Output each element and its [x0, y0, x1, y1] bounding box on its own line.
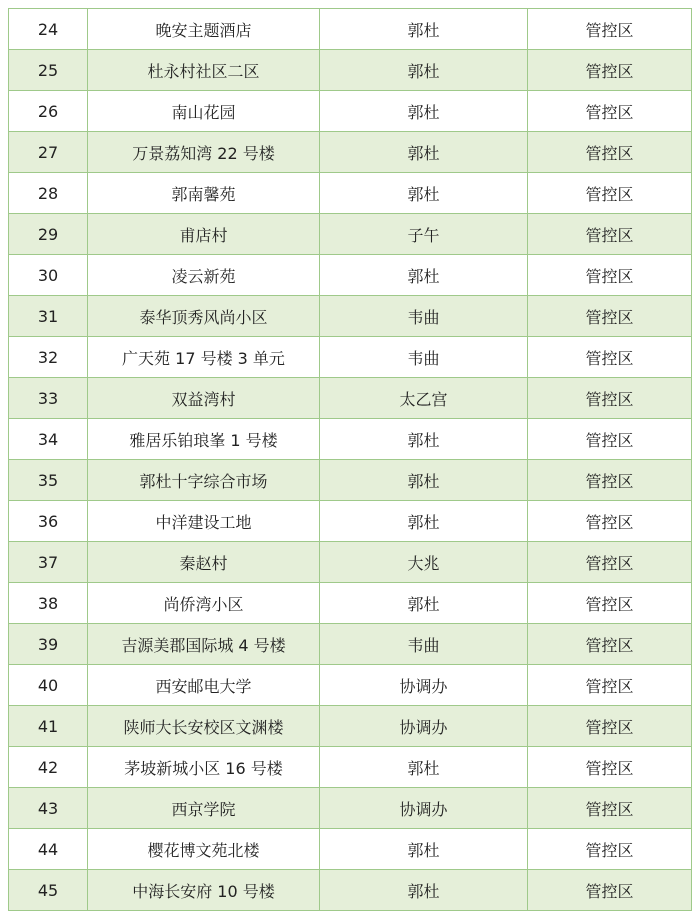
town-cell: 郭杜 [320, 747, 528, 788]
row-number-cell: 35 [9, 460, 88, 501]
town-cell: 协调办 [320, 706, 528, 747]
location-name-cell: 万景荔知湾 22 号楼 [88, 132, 320, 173]
table-row [9, 132, 692, 173]
status-cell: 管控区 [528, 542, 692, 583]
town-cell: 协调办 [320, 665, 528, 706]
town-cell: 郭杜 [320, 583, 528, 624]
table-row [9, 542, 692, 583]
status-cell: 管控区 [528, 460, 692, 501]
table-row [9, 747, 692, 788]
row-number-cell: 40 [9, 665, 88, 706]
row-number-cell: 28 [9, 173, 88, 214]
row-number-cell: 25 [9, 50, 88, 91]
location-name-cell: 泰华顶秀风尚小区 [88, 296, 320, 337]
location-name-cell: 凌云新苑 [88, 255, 320, 296]
status-cell: 管控区 [528, 296, 692, 337]
location-name-cell: 西安邮电大学 [88, 665, 320, 706]
location-name-cell: 尚侨湾小区 [88, 583, 320, 624]
town-cell: 郭杜 [320, 870, 528, 911]
status-cell: 管控区 [528, 91, 692, 132]
town-cell: 郭杜 [320, 829, 528, 870]
table-row [9, 624, 692, 665]
town-cell: 太乙宫 [320, 378, 528, 419]
location-name-cell: 甫店村 [88, 214, 320, 255]
table-row [9, 829, 692, 870]
table-row [9, 255, 692, 296]
status-cell: 管控区 [528, 132, 692, 173]
town-cell: 郭杜 [320, 255, 528, 296]
table-row [9, 50, 692, 91]
table-row [9, 378, 692, 419]
status-cell: 管控区 [528, 255, 692, 296]
location-name-cell: 陕师大长安校区文渊楼 [88, 706, 320, 747]
control-area-table-container [8, 8, 691, 911]
location-name-cell: 中海长安府 10 号楼 [88, 870, 320, 911]
row-number-cell: 42 [9, 747, 88, 788]
status-cell: 管控区 [528, 870, 692, 911]
location-name-cell: 中洋建设工地 [88, 501, 320, 542]
status-cell: 管控区 [528, 337, 692, 378]
table-row [9, 870, 692, 911]
row-number-cell: 41 [9, 706, 88, 747]
table-body [9, 9, 692, 911]
location-name-cell: 秦赵村 [88, 542, 320, 583]
row-number-cell: 39 [9, 624, 88, 665]
status-cell: 管控区 [528, 173, 692, 214]
status-cell: 管控区 [528, 419, 692, 460]
table-row [9, 9, 692, 50]
status-cell: 管控区 [528, 583, 692, 624]
row-number-cell: 34 [9, 419, 88, 460]
row-number-cell: 37 [9, 542, 88, 583]
row-number-cell: 36 [9, 501, 88, 542]
location-name-cell: 南山花园 [88, 91, 320, 132]
control-area-table [8, 8, 692, 911]
location-name-cell: 茅坡新城小区 16 号楼 [88, 747, 320, 788]
town-cell: 郭杜 [320, 460, 528, 501]
table-row [9, 214, 692, 255]
town-cell: 郭杜 [320, 501, 528, 542]
town-cell: 郭杜 [320, 419, 528, 460]
town-cell: 韦曲 [320, 337, 528, 378]
row-number-cell: 31 [9, 296, 88, 337]
table-row [9, 788, 692, 829]
town-cell: 郭杜 [320, 173, 528, 214]
status-cell: 管控区 [528, 665, 692, 706]
location-name-cell: 郭杜十字综合市场 [88, 460, 320, 501]
row-number-cell: 26 [9, 91, 88, 132]
row-number-cell: 32 [9, 337, 88, 378]
table-row [9, 583, 692, 624]
table-row [9, 665, 692, 706]
location-name-cell: 杜永村社区二区 [88, 50, 320, 91]
location-name-cell: 广天苑 17 号楼 3 单元 [88, 337, 320, 378]
status-cell: 管控区 [528, 624, 692, 665]
row-number-cell: 33 [9, 378, 88, 419]
status-cell: 管控区 [528, 378, 692, 419]
location-name-cell: 双益湾村 [88, 378, 320, 419]
town-cell: 郭杜 [320, 9, 528, 50]
status-cell: 管控区 [528, 706, 692, 747]
status-cell: 管控区 [528, 214, 692, 255]
town-cell: 郭杜 [320, 132, 528, 173]
table-row [9, 501, 692, 542]
town-cell: 子午 [320, 214, 528, 255]
town-cell: 郭杜 [320, 50, 528, 91]
location-name-cell: 樱花博文苑北楼 [88, 829, 320, 870]
town-cell: 郭杜 [320, 91, 528, 132]
table-row [9, 419, 692, 460]
status-cell: 管控区 [528, 829, 692, 870]
location-name-cell: 西京学院 [88, 788, 320, 829]
location-name-cell: 晚安主题酒店 [88, 9, 320, 50]
status-cell: 管控区 [528, 50, 692, 91]
status-cell: 管控区 [528, 788, 692, 829]
status-cell: 管控区 [528, 501, 692, 542]
row-number-cell: 27 [9, 132, 88, 173]
row-number-cell: 44 [9, 829, 88, 870]
row-number-cell: 45 [9, 870, 88, 911]
row-number-cell: 24 [9, 9, 88, 50]
town-cell: 韦曲 [320, 624, 528, 665]
town-cell: 韦曲 [320, 296, 528, 337]
row-number-cell: 30 [9, 255, 88, 296]
status-cell: 管控区 [528, 9, 692, 50]
table-row [9, 337, 692, 378]
town-cell: 协调办 [320, 788, 528, 829]
location-name-cell: 郭南馨苑 [88, 173, 320, 214]
table-row [9, 91, 692, 132]
row-number-cell: 43 [9, 788, 88, 829]
table-row [9, 460, 692, 501]
row-number-cell: 38 [9, 583, 88, 624]
town-cell: 大兆 [320, 542, 528, 583]
location-name-cell: 吉源美郡国际城 4 号楼 [88, 624, 320, 665]
status-cell: 管控区 [528, 747, 692, 788]
location-name-cell: 雅居乐铂琅峯 1 号楼 [88, 419, 320, 460]
table-row [9, 296, 692, 337]
row-number-cell: 29 [9, 214, 88, 255]
table-row [9, 706, 692, 747]
table-row [9, 173, 692, 214]
